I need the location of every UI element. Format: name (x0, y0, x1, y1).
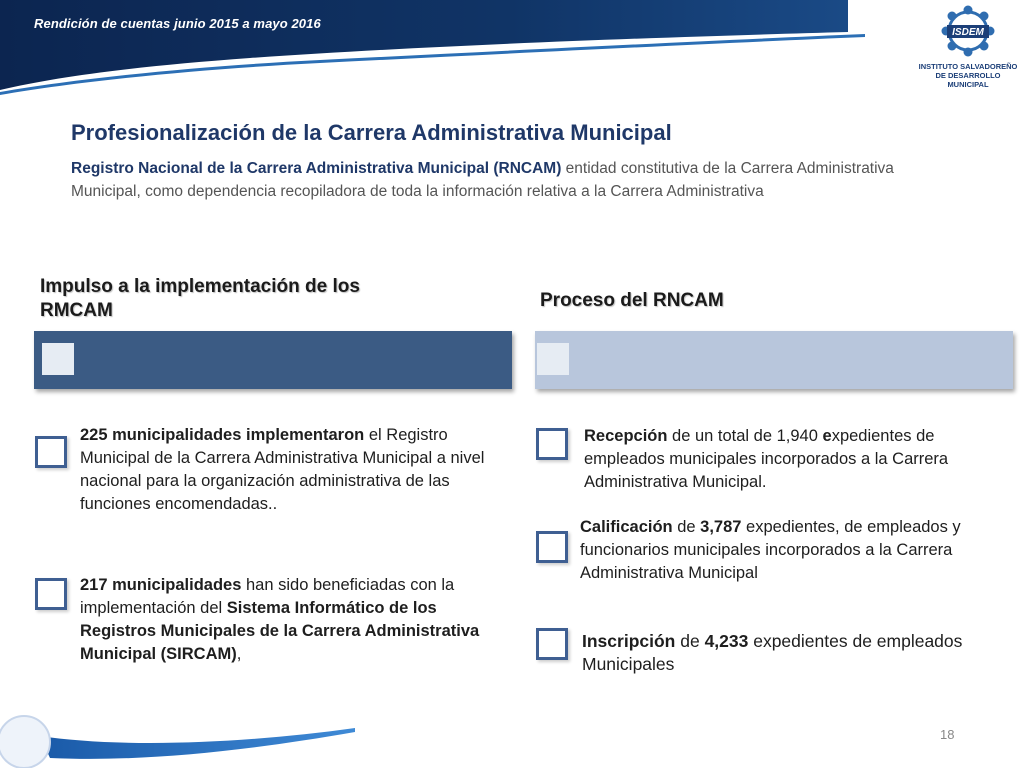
header-banner (0, 0, 880, 95)
right-item-1-bold: Recepción (584, 427, 668, 445)
left-item-1-text: el Registro Municipal de la Carrera Administrativa Municipal a nivel nacional para la organización administrativa de las funciones encomendadas.. (80, 426, 485, 513)
intro-text: entidad constitutiva de la Carrera Administrativa Municipal, como dependencia recopiladora de toda la información relativa a la Carrera Administrativa (71, 160, 894, 200)
left-item-1 (80, 424, 510, 516)
right-item-2-text-2: expedientes, de empleados y funcionarios municipales incorporados a la Carrera Administrativa Municipal (580, 518, 961, 582)
page-title: Profesionalización de la Carrera Administrativa Municipal (71, 120, 672, 145)
right-item-2 (580, 516, 980, 585)
right-item-2-bold-2: 3,787 (700, 518, 742, 536)
right-item-3-text-2: expedientes de empleados Municipales (582, 631, 963, 674)
left-item-2-bold-2: Sistema Informático de los Registros Municipales de la Carrera Administrativa Municipal (SIRCAM) (80, 599, 480, 663)
right-item-3-text-1: de (675, 631, 705, 651)
left-bar-square (42, 343, 74, 375)
intro-bold: Registro Nacional de la Carrera Administrativa Municipal (RNCAM) (71, 160, 562, 177)
right-item-1-checkbox-icon (536, 428, 568, 460)
left-heading-line-1: Impulso a la implementación de los (40, 276, 360, 297)
right-item-3-bold: Inscripción (582, 631, 676, 651)
right-item-2-text-1: de (672, 518, 701, 536)
right-header-bar (535, 331, 1013, 389)
page-number: 18 (940, 727, 955, 742)
right-item-1-text-2: xpedientes de empleados municipales incorporados a la Carrera Administrativa Municipal. (584, 427, 949, 491)
logo-mark-text: ISDEM (952, 27, 984, 38)
isdem-emblem-icon (918, 0, 1018, 62)
left-column-heading (40, 275, 360, 323)
left-item-1-bold: 225 municipalidades implementaron (80, 426, 365, 444)
left-header-bar (34, 331, 512, 389)
left-item-1-checkbox-icon (35, 436, 67, 468)
right-item-1-text-1: de un total de 1,940 (667, 427, 823, 445)
left-heading-line-2: RMCAM (40, 300, 113, 321)
right-item-3-checkbox-icon (536, 628, 568, 660)
logo-line-2: DE DESARROLLO MUNICIPAL (935, 71, 1001, 89)
right-column-heading: Proceso del RNCAM (540, 290, 724, 311)
intro-paragraph (71, 157, 911, 203)
right-item-1-bold-2: e (822, 427, 832, 445)
left-item-2 (80, 574, 500, 666)
right-item-3 (582, 630, 982, 676)
logo-line-1: INSTITUTO SALVADOREÑO (918, 62, 1018, 71)
banner-title: Rendición de cuentas junio 2015 a mayo 2016 (34, 16, 321, 31)
right-bar-square (537, 343, 569, 375)
right-item-2-bold: Calificación (580, 518, 673, 536)
left-item-2-checkbox-icon (35, 578, 67, 610)
right-item-3-bold-2: 4,233 (704, 631, 749, 651)
right-item-1 (584, 425, 1004, 494)
footer-swoosh (0, 700, 360, 768)
left-item-2-text-2: , (236, 645, 242, 663)
right-item-2-checkbox-icon (536, 531, 568, 563)
left-item-2-bold: 217 municipalidades (80, 576, 242, 594)
isdem-logo (918, 0, 1018, 90)
left-item-2-text-1: han sido beneficiadas con la implementación del (80, 576, 455, 617)
